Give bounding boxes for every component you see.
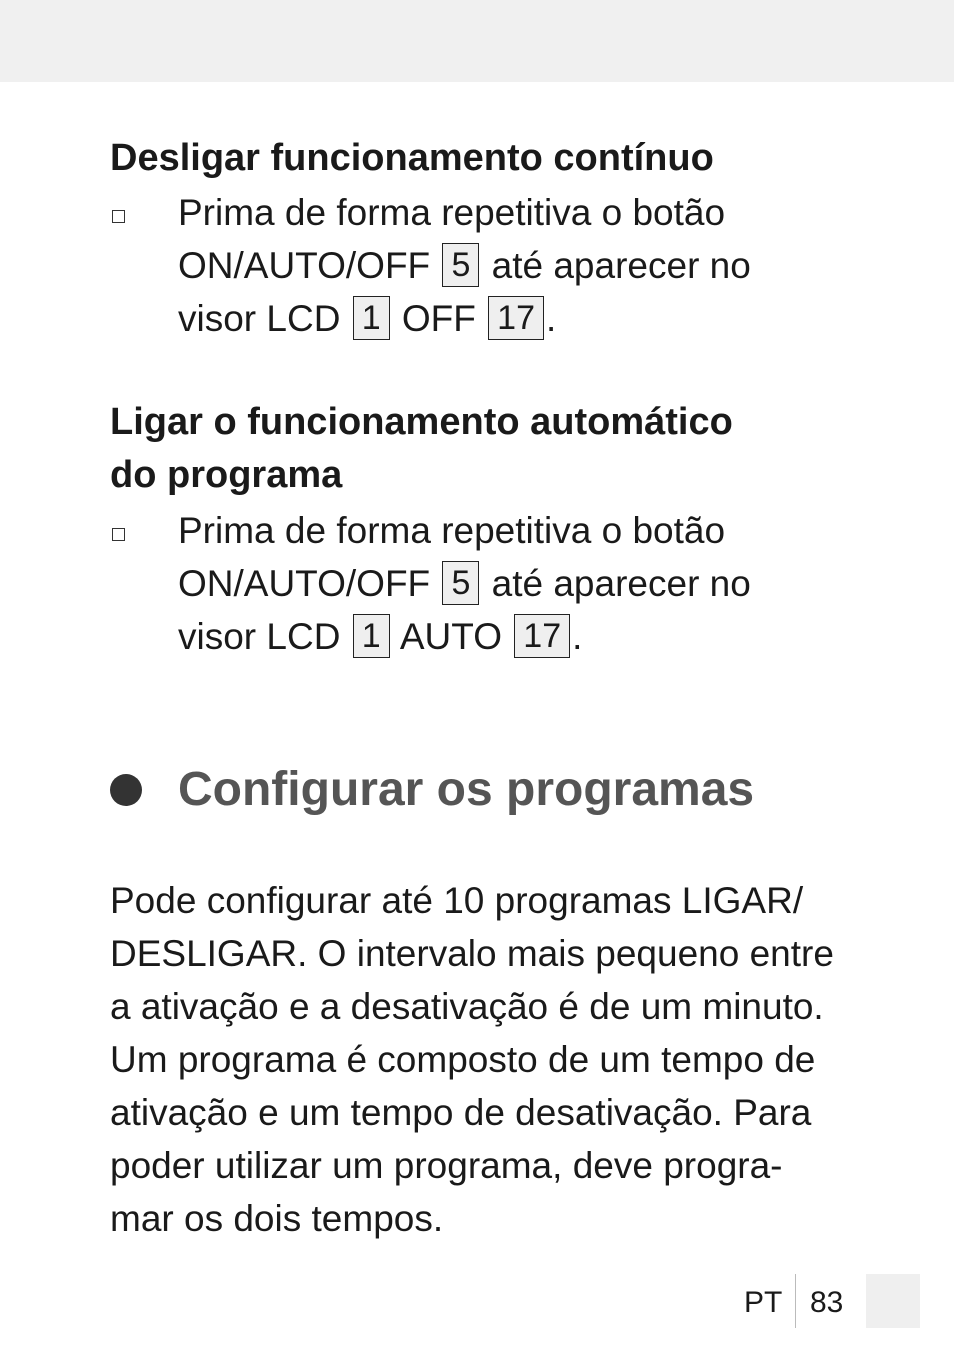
reference-number-box: 5 xyxy=(442,561,479,605)
paragraph-line: ativação e um tempo de desativação. Para xyxy=(110,1092,812,1133)
heading-ligar xyxy=(110,396,733,502)
page-number: 83 xyxy=(810,1286,844,1319)
step-line-1: Prima de forma repetitiva o botão xyxy=(178,510,726,551)
paragraph-line: poder utilizar um programa, deve progra- xyxy=(110,1145,783,1186)
step-text xyxy=(178,504,858,663)
button-label: ON/AUTO/OFF xyxy=(178,563,431,604)
paragraph-line: mar os dois tempos. xyxy=(110,1198,444,1239)
paragraph-line: a ativação e a desativação é de um minuto. xyxy=(110,986,824,1027)
button-label: ON/AUTO/OFF xyxy=(178,245,431,286)
step-line-3 xyxy=(178,292,858,345)
step-line-2 xyxy=(178,557,858,610)
step-text xyxy=(178,186,858,345)
footer-language: PT xyxy=(744,1286,783,1319)
checkbox-icon xyxy=(112,528,125,541)
reference-number-box: 5 xyxy=(442,243,479,287)
step-line-3 xyxy=(178,610,858,663)
heading-desligar xyxy=(110,132,714,185)
reference-number-box: 1 xyxy=(353,296,390,340)
checkbox-icon xyxy=(112,210,125,223)
footer-tab xyxy=(866,1274,920,1328)
step-line-2 xyxy=(178,239,858,292)
header-band xyxy=(0,0,954,82)
text-fragment: até aparecer no xyxy=(491,245,751,286)
paragraph-line: DESLIGAR. O intervalo mais pequeno entre xyxy=(110,933,834,974)
display-text: AUTO xyxy=(399,616,502,657)
section-title: Configurar os programas xyxy=(178,763,755,816)
footer-divider xyxy=(795,1274,796,1328)
reference-number-box: 17 xyxy=(488,296,544,340)
text-fragment: . xyxy=(572,616,583,657)
reference-number-box: 1 xyxy=(353,614,390,658)
text-fragment: visor LCD xyxy=(178,298,341,339)
text-fragment: visor LCD xyxy=(178,616,341,657)
step-line-1: Prima de forma repetitiva o botão xyxy=(178,192,726,233)
text-fragment: até aparecer no xyxy=(491,563,751,604)
body-paragraph xyxy=(110,874,850,1245)
reference-number-box: 17 xyxy=(514,614,570,658)
heading-line: do programa xyxy=(110,454,343,496)
heading-line: Ligar o funcionamento automático xyxy=(110,401,733,443)
paragraph-line: Pode configurar até 10 programas LIGAR/ xyxy=(110,880,804,921)
section-bullet-icon xyxy=(110,774,142,806)
display-text: OFF xyxy=(401,298,476,339)
paragraph-line: Um programa é composto de um tempo de xyxy=(110,1039,816,1080)
heading-line: Desligar funcionamento contínuo xyxy=(110,137,714,179)
text-fragment: . xyxy=(546,298,557,339)
